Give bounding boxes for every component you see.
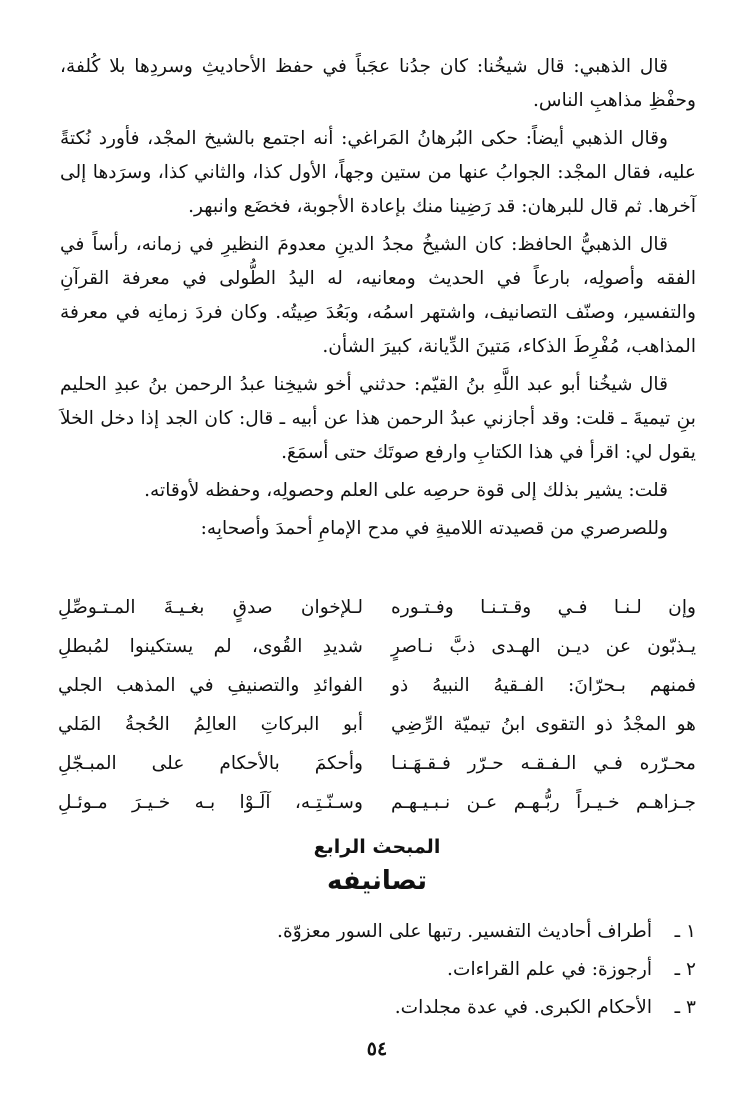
poem-verse bbox=[58, 783, 696, 822]
list-item bbox=[60, 950, 696, 988]
poem-verse bbox=[58, 666, 696, 705]
verse-second-hemistich: لـلإخوان صدقٍ بغـيـةَ المـتـوصِّلِ bbox=[58, 596, 363, 618]
paragraph: قال الذهبيُّ الحافظ: كان الشيخُ مجدُ الدينِ معدومَ النظيرِ في زمانه، رأساً في الفقه وأصولِه، بارعاً في الحديث ومعانيه، له اليدُ الطُّولى في معرفة القرآنِ والتفسير، وصنّف التصانيف، واشتهر اسمُه، وبَعُدَ صِيتُه. وكان فردَ زمانِه في معرفة المذاهب، مُفْرِطَ الذكاء، مَتينَ الدِّيانة، كبيرَ الشأن. bbox=[60, 234, 696, 357]
verse-first-hemistich: جـزاهـم خـيـراً ربُّـهـم عـن نـبـيـهـم bbox=[391, 791, 696, 813]
item-text: أرجوزة: في علم القراءات. bbox=[447, 958, 652, 980]
body-text bbox=[60, 50, 696, 550]
poem-verse bbox=[58, 744, 696, 783]
verse-second-hemistich: وأحكمَ بالأحكام على المبـجّلِ bbox=[58, 752, 363, 774]
item-number: ٣ ـ bbox=[674, 996, 696, 1018]
paragraph: قال الذهبي: قال شيخُنا: كان جدُنا عجَباً في حفظ الأحاديثِ وسردِها بلا كُلفة، وحفْظِ مذاهبِ الناس. bbox=[60, 56, 696, 111]
item-number: ١ ـ bbox=[674, 920, 696, 942]
verse-first-hemistich: هو المجْدُ ذو التقوى ابنُ تيميّة الرِّضِي bbox=[391, 713, 696, 735]
section-heading: المبحث الرابع bbox=[313, 836, 441, 858]
verse-first-hemistich: يـذبّون عن ديـن الهـدى ذبَّ نـاصرٍ bbox=[391, 635, 696, 657]
item-number: ٢ ـ bbox=[674, 958, 696, 980]
paragraph: وقال الذهبي أيضاً: حكى البُرهانُ المَراغي: أنه اجتمع بالشيخ المجْد، فأورد نُكتةً عليه، فقال المجْد: الجوابُ عنها من ستين وجهاً، الأول كذا، والثاني كذا، وسرَدها إلى آخرها. ثم قال للبرهان: قد رَضِينا منك بإعادة الأجوبة، فخضَع وانبهر. bbox=[60, 128, 696, 217]
works-list bbox=[60, 912, 696, 1026]
poem-verse bbox=[58, 588, 696, 627]
poem-verse bbox=[58, 705, 696, 744]
verse-second-hemistich: شديدِ القُوى، لم يستكينوا لمُبطلِ bbox=[58, 635, 363, 657]
verse-first-hemistich: فمنهم بـحرّانَ: الفـقيهُ النبيهُ ذو bbox=[391, 674, 696, 696]
list-item bbox=[60, 912, 696, 950]
paragraph: وللصرصري من قصيدته اللاميةِ في مدح الإمامِ أحمدَ وأصحابِه: bbox=[200, 518, 668, 539]
item-text: الأحكام الكبرى. في عدة مجلدات. bbox=[394, 996, 652, 1018]
verse-second-hemistich: وسـنّـتِـه، آلَـوْا بـه خـيـرَ مـوئـلِ bbox=[58, 791, 363, 813]
paragraph: قال شيخُنا أبو عبد اللَّهِ بنُ القيّم: حدثني أخو شيخِنا عبدُ الرحمن بنُ عبدِ الحليم بنِ تيميةَ ـ قلت: وقد أجازني عبدُ الرحمن هذا عن أبيه ـ قال: كان الجد إذا دخل الخلاَ يقول لي: اقرأ في هذا الكتابِ وارفع صوتَك حتى أسمَعَ. bbox=[60, 374, 696, 463]
paragraph: قلت: يشير بذلك إلى قوة حرصِه على العلم وحصولِه، وحفظه لأوقاته. bbox=[144, 480, 668, 501]
verse-second-hemistich: أبو البركاتِ العالِمُ الحُجةُ المَلي bbox=[58, 713, 363, 735]
item-text: أطراف أحاديث التفسير. رتبها على السور معزوّة. bbox=[277, 920, 652, 942]
verse-second-hemistich: الفوائدِ والتصنيفِ في المذهب الجلي bbox=[58, 674, 363, 696]
list-item bbox=[60, 988, 696, 1026]
poem bbox=[58, 588, 696, 822]
page-number: ٥٤ bbox=[366, 1038, 388, 1060]
verse-first-hemistich: محـرّره فـي الـفـقـه حـرّر فـقـهَـنـا bbox=[391, 752, 696, 774]
verse-first-hemistich: وإن لـنـا فـي وقـتـنـا وفـتـوره bbox=[391, 596, 696, 618]
poem-verse bbox=[58, 627, 696, 666]
section-title: تصانيفه bbox=[326, 866, 427, 896]
